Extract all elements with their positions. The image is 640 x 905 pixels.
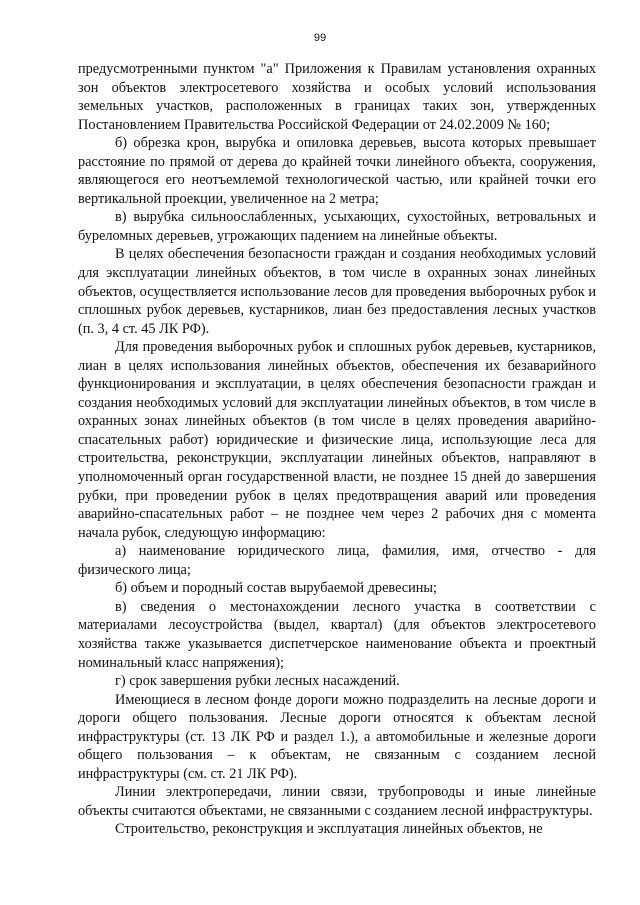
- paragraph: б) обрезка крон, вырубка и опиловка деревьев, высота которых превышает расстояние по прямой от дерева до крайней точки линейного объекта, сооружения, являющегося его неотъемлемой технологической частью, или крайней точки его вертикальной проекции, увеличенное на 2 метра;: [78, 135, 596, 207]
- list-item: г) срок завершения рубки лесных насаждений.: [115, 673, 400, 690]
- paragraph: Строительство, реконструкция и эксплуатация линейных объектов, не: [115, 821, 543, 838]
- paragraph: В целях обеспечения безопасности граждан и создания необходимых условий для эксплуатации линейных объектов, в том числе в охранных зонах линейных объектов, осуществляется использование лесов для проведения выборочных рубок и сплошных рубок деревьев, кустарников, лиан без предоставления лесных участков (п. 3, 4 ст. 45 ЛК РФ).: [78, 246, 596, 337]
- paragraph: в) вырубка сильноослабленных, усыхающих, сухостойных, ветровальных и буреломных деревьев, угрожающих падением на линейные объекты.: [78, 209, 596, 244]
- list-item: б) объем и породный состав вырубаемой древесины;: [115, 580, 438, 597]
- list-item: в) сведения о местонахождении лесного участка в соответствии с материалами лесоустройства (выдел, квартал) (для объектов электросетевого хозяйства также указывается диспетчерское наименование объекта и проектный номинальный класс напряжения);: [78, 598, 596, 671]
- list-item: а) наименование юридического лица, фамилия, имя, отчество - для физического лица;: [78, 543, 596, 578]
- paragraph: Линии электропередачи, линии связи, трубопроводы и иные линейные объекты считаются объектами, не связанными с созданием лесной инфраструктуры.: [78, 784, 596, 819]
- page-number: 99: [313, 32, 327, 44]
- paragraph: Имеющиеся в лесном фонде дороги можно подразделить на лесные дороги и дороги общего пользования. Лесные дороги относятся к объектам лесной инфраструктуры (ст. 13 ЛК РФ и раздел 1.), а автомобильные и железные дороги общего пользования – к объектам, не связанным с созданием лесной инфраструктуры (см. ст. 21 ЛК РФ).: [78, 691, 596, 782]
- document-body: [78, 60, 596, 839]
- paragraph: предусмотренными пунктом "а" Приложения к Правилам установления охранных зон объектов электросетевого хозяйства и особых условий использования земельных участков, расположенных в границах таких зон, утвержденных Постановлением Правительства Российской Федерации от 24.02.2009 № 160;: [78, 61, 596, 133]
- paragraph: Для проведения выборочных рубок и сплошных рубок деревьев, кустарников, лиан в целях использования линейных объектов, обеспечения их безаварийного функционирования и эксплуатации, в целях обеспечения безопасности граждан и создания необходимых условий для эксплуатации линейных объектов, в том числе в охранных зонах линейных объектов (в том числе в целях проведения аварийно-спасательных работ) юридические и физические лица, использующие леса для строительства, реконструкции, эксплуатации линейных объектов, направляют в уполномоченный орган государственной власти, не позднее 15 дней до завершения рубки, при проведении рубок в целях предотвращения аварий или проведения аварийно-спасательных работ – не позднее чем через 2 рабочих дня с момента начала рубок, следующую информацию:: [78, 339, 596, 541]
